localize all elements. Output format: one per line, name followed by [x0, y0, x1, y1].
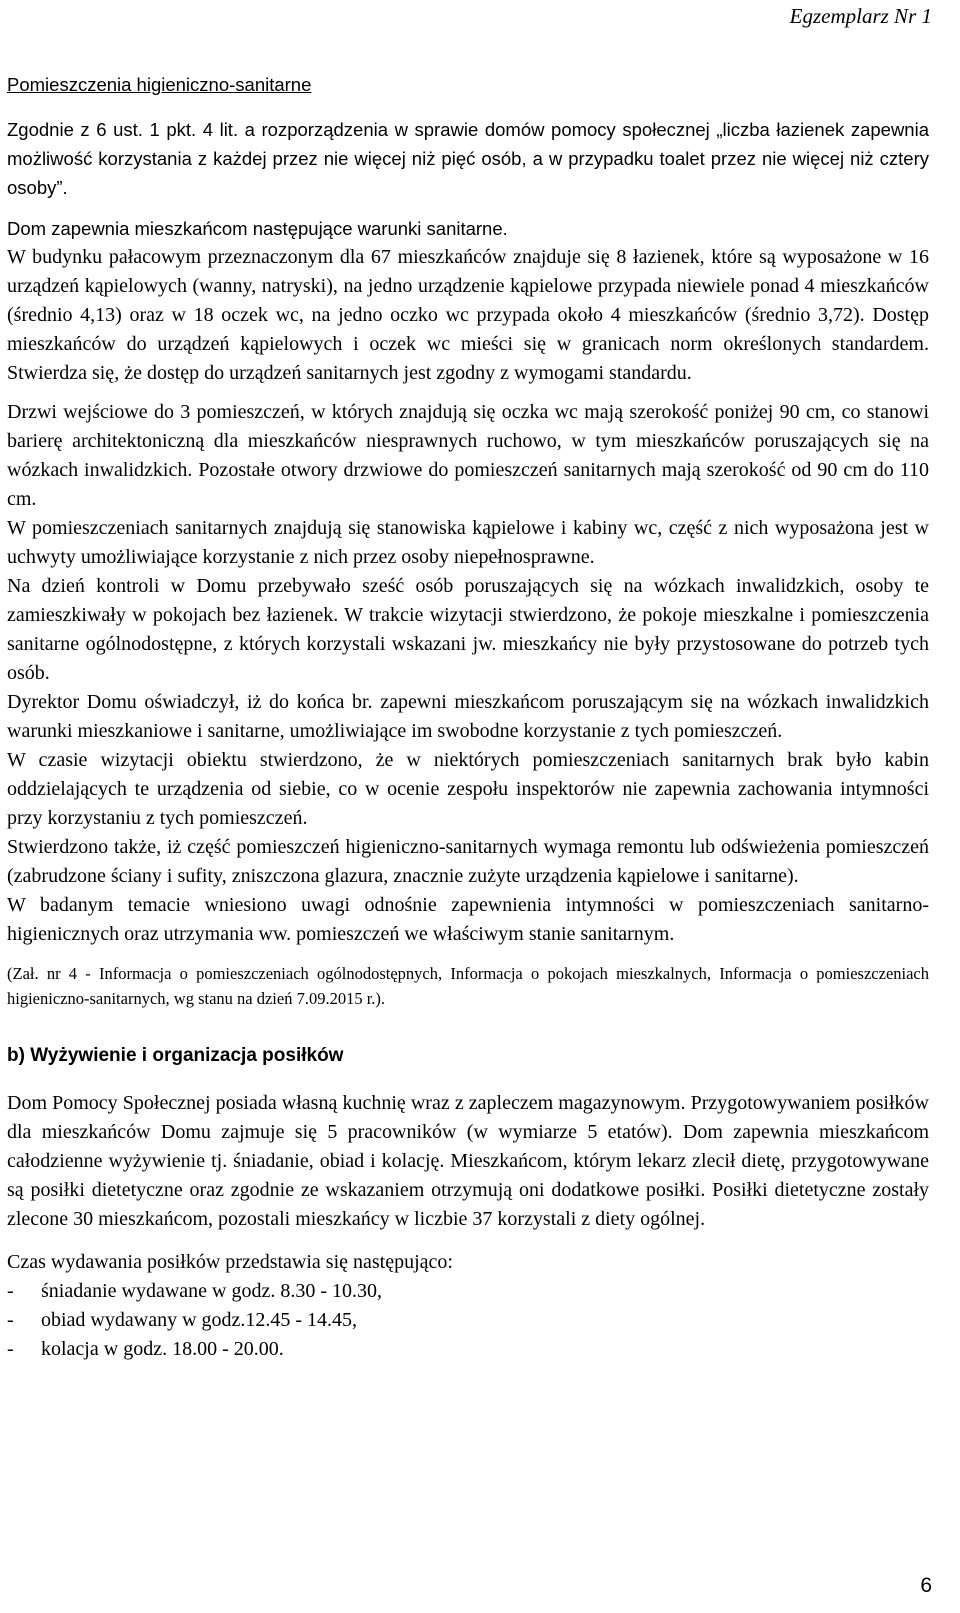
- section-b-heading: b) Wyżywienie i organizacja posiłków: [7, 1045, 344, 1066]
- catering-paragraph: Dom Pomocy Społecznej posiada własną kuchnię wraz z zapleczem magazynowym. Przygotowywaniem posiłków dla mieszkańców Domu zajmuje się 5 pracowników (w wymiarze 5 etatów). Dom zapewnia mieszkańcom całodzienne wyżywienie tj. śniadanie, obiad i kolację. Mieszkańcom, którym lekarz zlecił dietę, przygotowywane są posiłki dietetyczne oraz zgodnie ze wskazaniem otrzymują oni dodatkowe posiłki. Posiłki dietetyczne zostały zlecone 30 mieszkańcom, pozostali mieszkańcy w liczbie 37 korzystali z diety ogólnej.: [7, 1092, 929, 1230]
- list-item: [7, 1335, 929, 1364]
- list-item: [7, 1277, 929, 1306]
- section-title: Pomieszczenia higieniczno-sanitarne: [7, 74, 312, 95]
- intro-paragraph: Zgodnie z 6 ust. 1 pkt. 4 lit. a rozporządzenia w sprawie domów pomocy społecznej „liczba łazienek zapewnia możliwość korzystania z każdej przez nie więcej niż pięć osób, a w przypadku toalet przez nie więcej niż cztery osoby”.: [7, 119, 929, 198]
- director-statement-paragraph: Dyrektor Domu oświadczył, iż do końca br. zapewni mieszkańcom poruszającym się na wózkach inwalidzkich warunki mieszkaniowe i sanitarne, umożliwiające im swobodne korzystanie z tych pomieszczeń.: [7, 691, 929, 742]
- wheelchair-residents-paragraph: Na dzień kontroli w Domu przebywało sześć osób poruszających się na wózkach inwalidzkich, osoby te zamieszkiwały w pokojach bez łazienek. W trakcie wizytacji stwierdzono, że pokoje mieszkalne i pomieszczenia sanitarne ogólnodostępne, z których korzystali wskazani jw. mieszkańcy nie były przystosowane do potrzeb tych osób.: [7, 575, 929, 684]
- schedule-intro: Czas wydawania posiłków przedstawia się następująco:: [7, 1251, 453, 1273]
- page-number: 6: [920, 1574, 932, 1597]
- privacy-paragraph: W czasie wizytacji obiektu stwierdzono, że w niektórych pomieszczeniach sanitarnych brak było kabin oddzielających te urządzenia od siebie, co w ocenie zespołu inspektorów nie zapewnia zachowania intymności przy korzystaniu z tych pomieszczeń.: [7, 749, 929, 829]
- list-dash: -: [7, 1280, 14, 1302]
- remarks-paragraph: W badanym temacie wniesiono uwagi odnośnie zapewnienia intymności w pomieszczeniach sanitarno-higienicznych oraz utrzymania ww. pomieszczeń we właściwym stanie sanitarnym.: [7, 894, 929, 945]
- document-body: [7, 70, 929, 1364]
- renovation-paragraph: Stwierdzono także, iż część pomieszczeń higieniczno-sanitarnych wymaga remontu lub odświeżenia pomieszczeń (zabrudzone ściany i sufity, zniszczona glazura, znacznie zużyte urządzenia kąpielowe i sanitarne).: [7, 836, 929, 887]
- sanitary-conditions-intro: Dom zapewnia mieszkańcom następujące warunki sanitarne.: [7, 218, 508, 239]
- list-item: [7, 1306, 929, 1335]
- list-item-text: śniadanie wydawane w godz. 8.30 - 10.30,: [41, 1280, 383, 1302]
- list-item-text: obiad wydawany w godz.12.45 - 14.45,: [41, 1309, 358, 1331]
- attachment-note: (Zał. nr 4 - Informacja o pomieszczeniach ogólnodostępnych, Informacja o pokojach mieszkalnych, Informacja o pomieszczeniach higieniczno-sanitarnych, wg stanu na dzień 7.09.2015 r.).: [7, 964, 929, 1008]
- meal-schedule: [7, 1248, 929, 1364]
- copy-number-label: Egzemplarz Nr 1: [789, 4, 932, 28]
- handles-paragraph: W pomieszczeniach sanitarnych znajdują się stanowiska kąpielowe i kabiny wc, część z nich wyposażona jest w uchwyty umożliwiające korzystanie z nich przez osoby niepełnosprawne.: [7, 517, 929, 568]
- doors-paragraph: Drzwi wejściowe do 3 pomieszczeń, w których znajdują się oczka wc mają szerokość poniżej 90 cm, co stanowi barierę architektoniczną dla mieszkańców niesprawnych ruchowo, w tym mieszkańców poruszających się na wózkach inwalidzkich. Pozostałe otwory drzwiowe do pomieszczeń sanitarnych mają szerokość od 90 cm do 110 cm.: [7, 401, 929, 510]
- list-item-text: kolacja w godz. 18.00 - 20.00.: [41, 1338, 284, 1360]
- bathrooms-paragraph: W budynku pałacowym przeznaczonym dla 67 mieszkańców znajduje się 8 łazienek, które są wyposażone w 16 urządzeń kąpielowych (wanny, natryski), na jedno urządzenie kąpielowe przypada niewiele ponad 4 mieszkańców (średnio 4,13) oraz w 18 oczek wc, na jedno oczko wc przypada około 4 mieszkańców (średnio 3,72). Dostęp mieszkańców do urządzeń kąpielowych i oczek wc mieści się w granicach norm określonych standardem. Stwierdza się, że dostęp do urządzeń sanitarnych jest zgodny z wymogami standardu.: [7, 246, 929, 384]
- list-dash: -: [7, 1309, 14, 1331]
- list-dash: -: [7, 1338, 14, 1360]
